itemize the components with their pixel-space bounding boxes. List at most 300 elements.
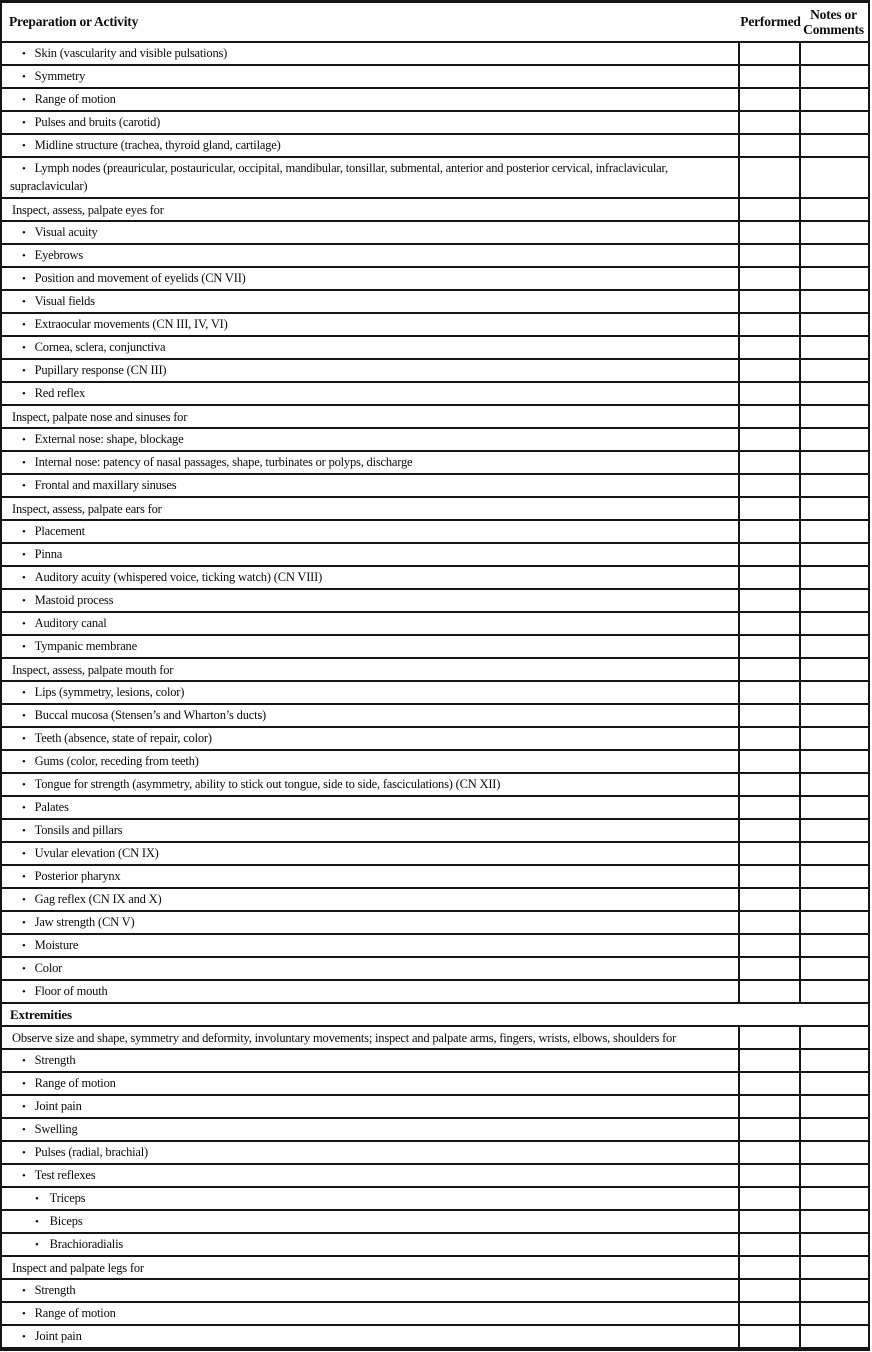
row-label bbox=[2, 137, 738, 154]
performed-cell bbox=[738, 1142, 799, 1163]
table-row bbox=[2, 1326, 868, 1349]
row-text: Range of motion bbox=[34, 92, 116, 106]
row-label bbox=[2, 662, 738, 678]
row-text: Inspect, assess, palpate ears for bbox=[12, 501, 162, 516]
performed-cell bbox=[738, 751, 799, 772]
row-text-line1 bbox=[2, 160, 668, 178]
table-row bbox=[2, 1280, 868, 1303]
row-label bbox=[2, 409, 738, 425]
table-row bbox=[2, 1257, 868, 1280]
notes-cell bbox=[799, 682, 868, 703]
notes-cell bbox=[799, 1096, 868, 1117]
activity-cell bbox=[2, 774, 738, 795]
row-label bbox=[2, 1260, 738, 1276]
notes-cell bbox=[799, 268, 868, 289]
row-text: Posterior pharynx bbox=[34, 869, 121, 883]
row-label bbox=[2, 202, 738, 218]
notes-cell bbox=[799, 912, 868, 933]
bullet-icon: • bbox=[35, 1239, 39, 1251]
column-header-performed: Performed bbox=[740, 14, 801, 29]
activity-cell bbox=[2, 1211, 738, 1232]
row-text: Uvular elevation (CN IX) bbox=[34, 846, 159, 860]
activity-cell bbox=[2, 291, 738, 312]
row-label bbox=[2, 385, 738, 402]
table-row bbox=[2, 636, 868, 659]
row-text: Swelling bbox=[34, 1122, 78, 1136]
bullet-icon: • bbox=[22, 434, 26, 446]
row-text: Moisture bbox=[34, 938, 79, 952]
performed-cell bbox=[738, 935, 799, 956]
table-row bbox=[2, 866, 868, 889]
row-label bbox=[2, 638, 738, 655]
table-row bbox=[2, 682, 868, 705]
notes-cell bbox=[799, 222, 868, 243]
notes-cell bbox=[799, 636, 868, 657]
notes-cell bbox=[799, 1303, 868, 1324]
row-text: Gums (color, receding from teeth) bbox=[34, 754, 199, 768]
performed-cell bbox=[738, 820, 799, 841]
activity-cell bbox=[2, 889, 738, 910]
activity-cell bbox=[2, 1234, 738, 1255]
row-label bbox=[2, 960, 738, 977]
activity-cell bbox=[2, 1303, 738, 1324]
row-label bbox=[2, 68, 738, 85]
row-label bbox=[2, 1236, 738, 1253]
table-row bbox=[2, 1096, 868, 1119]
row-text: Pulses and bruits (carotid) bbox=[34, 115, 161, 129]
row-text: Tympanic membrane bbox=[34, 639, 137, 653]
row-text: Mastoid process bbox=[34, 593, 114, 607]
performed-cell bbox=[738, 406, 799, 427]
table-row bbox=[2, 268, 868, 291]
performed-cell bbox=[738, 728, 799, 749]
table-row bbox=[2, 590, 868, 613]
notes-cell bbox=[799, 889, 868, 910]
performed-cell bbox=[738, 682, 799, 703]
table-row bbox=[2, 498, 868, 521]
table-row bbox=[2, 429, 868, 452]
row-label bbox=[2, 937, 738, 954]
table-row bbox=[2, 66, 868, 89]
notes-cell bbox=[799, 705, 868, 726]
row-text: Triceps bbox=[49, 1191, 86, 1205]
performed-cell bbox=[738, 797, 799, 818]
notes-cell bbox=[799, 43, 868, 64]
table-row bbox=[2, 1050, 868, 1073]
notes-cell bbox=[799, 360, 868, 381]
activity-cell bbox=[2, 820, 738, 841]
activity-cell bbox=[2, 1142, 738, 1163]
row-text-line2: supraclavicular) bbox=[10, 179, 88, 193]
bullet-icon: • bbox=[22, 1078, 26, 1090]
bullet-icon: • bbox=[22, 388, 26, 400]
row-text: Brachioradialis bbox=[49, 1237, 124, 1251]
performed-cell bbox=[738, 135, 799, 156]
bullet-icon: • bbox=[22, 1331, 26, 1343]
row-text: Test reflexes bbox=[34, 1168, 96, 1182]
table-row bbox=[2, 43, 868, 66]
activity-cell bbox=[2, 1280, 738, 1301]
activity-cell bbox=[2, 567, 738, 588]
performed-cell bbox=[738, 66, 799, 87]
performed-cell bbox=[738, 112, 799, 133]
section-label: Extremities bbox=[10, 1006, 72, 1022]
row-label bbox=[2, 891, 738, 908]
row-label bbox=[2, 362, 738, 379]
row-text: Pulses (radial, brachial) bbox=[34, 1145, 149, 1159]
bullet-icon: • bbox=[22, 1101, 26, 1113]
table-row bbox=[2, 135, 868, 158]
bullet-icon: • bbox=[35, 1216, 39, 1228]
table-row bbox=[2, 1234, 868, 1257]
column-header-notes-line1: Notes or bbox=[810, 7, 857, 22]
bullet-icon: • bbox=[22, 802, 26, 814]
table-row bbox=[2, 705, 868, 728]
row-label bbox=[2, 592, 738, 609]
row-text: Observe size and shape, symmetry and deformity, involuntary movements; inspect and palpate arms, fingers, wrists, elbows, shoulders for bbox=[12, 1030, 677, 1045]
row-text: Color bbox=[34, 961, 63, 975]
bullet-icon: • bbox=[22, 641, 26, 653]
bullet-icon: • bbox=[22, 917, 26, 929]
row-text: Strength bbox=[34, 1283, 76, 1297]
performed-cell bbox=[738, 43, 799, 64]
row-text: Palates bbox=[34, 800, 69, 814]
table-row bbox=[2, 89, 868, 112]
table-row bbox=[2, 199, 868, 222]
row-label bbox=[2, 615, 738, 632]
table-row bbox=[2, 797, 868, 820]
activity-cell bbox=[2, 935, 738, 956]
activity-cell bbox=[2, 1096, 738, 1117]
performed-cell bbox=[738, 705, 799, 726]
table-row bbox=[2, 1073, 868, 1096]
notes-cell bbox=[799, 158, 868, 197]
performed-cell bbox=[738, 498, 799, 519]
performed-cell bbox=[738, 291, 799, 312]
activity-cell bbox=[2, 1004, 868, 1025]
activity-cell bbox=[2, 544, 738, 565]
activity-cell bbox=[2, 89, 738, 110]
activity-cell bbox=[2, 429, 738, 450]
notes-cell bbox=[799, 820, 868, 841]
row-label bbox=[2, 868, 738, 885]
performed-cell bbox=[738, 1280, 799, 1301]
performed-cell bbox=[738, 567, 799, 588]
performed-cell bbox=[738, 429, 799, 450]
row-label bbox=[2, 914, 738, 931]
row-text: Range of motion bbox=[34, 1306, 116, 1320]
activity-cell bbox=[2, 636, 738, 657]
performed-cell bbox=[738, 452, 799, 473]
bullet-icon: • bbox=[22, 825, 26, 837]
row-label bbox=[2, 1190, 738, 1207]
table-row bbox=[2, 383, 868, 406]
table-row bbox=[2, 222, 868, 245]
activity-cell bbox=[2, 452, 738, 473]
notes-cell bbox=[799, 337, 868, 358]
row-label bbox=[2, 160, 668, 195]
activity-cell bbox=[2, 751, 738, 772]
row-label bbox=[2, 1052, 738, 1069]
activity-cell bbox=[2, 406, 738, 427]
activity-cell bbox=[2, 659, 738, 680]
table-row bbox=[2, 935, 868, 958]
bullet-icon: • bbox=[22, 342, 26, 354]
performed-cell bbox=[738, 222, 799, 243]
row-text: Auditory acuity (whispered voice, ticking watch) (CN VIII) bbox=[34, 570, 323, 584]
activity-cell bbox=[2, 958, 738, 979]
bullet-icon: • bbox=[22, 94, 26, 106]
row-text: Frontal and maxillary sinuses bbox=[34, 478, 177, 492]
table-row bbox=[2, 245, 868, 268]
row-label bbox=[2, 1121, 738, 1138]
table-row bbox=[2, 544, 868, 567]
activity-cell bbox=[2, 245, 738, 266]
notes-cell bbox=[799, 245, 868, 266]
table-row bbox=[2, 1027, 868, 1050]
activity-cell bbox=[2, 314, 738, 335]
activity-cell bbox=[2, 521, 738, 542]
row-text: Teeth (absence, state of repair, color) bbox=[34, 731, 212, 745]
activity-cell bbox=[2, 1188, 738, 1209]
row-text: Pupillary response (CN III) bbox=[34, 363, 167, 377]
bullet-icon: • bbox=[22, 140, 26, 152]
section-row bbox=[2, 1004, 868, 1027]
performed-cell bbox=[738, 636, 799, 657]
notes-cell bbox=[799, 544, 868, 565]
row-label bbox=[2, 270, 738, 287]
notes-cell bbox=[799, 1165, 868, 1186]
row-label bbox=[2, 1098, 738, 1115]
row-text: Visual acuity bbox=[34, 225, 98, 239]
performed-cell bbox=[738, 1326, 799, 1347]
row-label bbox=[2, 316, 738, 333]
table-row bbox=[2, 1142, 868, 1165]
notes-cell bbox=[799, 452, 868, 473]
bullet-icon: • bbox=[22, 779, 26, 791]
performed-cell bbox=[738, 199, 799, 220]
row-text: Pinna bbox=[34, 547, 63, 561]
activity-cell bbox=[2, 43, 738, 64]
table-row bbox=[2, 360, 868, 383]
row-label bbox=[2, 730, 738, 747]
bullet-icon: • bbox=[22, 117, 26, 129]
bullet-icon: • bbox=[22, 273, 26, 285]
activity-cell bbox=[2, 1027, 738, 1048]
bullet-icon: • bbox=[22, 756, 26, 768]
bullet-icon: • bbox=[22, 871, 26, 883]
row-text: Skin (vascularity and visible pulsations) bbox=[34, 46, 228, 60]
table-row bbox=[2, 337, 868, 360]
activity-cell bbox=[2, 912, 738, 933]
bullet-icon: • bbox=[22, 1308, 26, 1320]
performed-cell bbox=[738, 1211, 799, 1232]
performed-cell bbox=[738, 314, 799, 335]
notes-cell bbox=[799, 659, 868, 680]
activity-cell bbox=[2, 705, 738, 726]
row-label bbox=[2, 247, 738, 264]
table-row bbox=[2, 567, 868, 590]
row-text: Auditory canal bbox=[34, 616, 107, 630]
activity-cell bbox=[2, 222, 738, 243]
row-text: Eyebrows bbox=[34, 248, 84, 262]
performed-cell bbox=[738, 1119, 799, 1140]
notes-cell bbox=[799, 1027, 868, 1048]
row-label bbox=[2, 822, 738, 839]
table-row bbox=[2, 1303, 868, 1326]
performed-cell bbox=[738, 613, 799, 634]
row-text: Strength bbox=[34, 1053, 76, 1067]
row-label bbox=[2, 546, 738, 563]
row-text: Floor of mouth bbox=[34, 984, 108, 998]
notes-cell bbox=[799, 567, 868, 588]
notes-cell bbox=[799, 1234, 868, 1255]
bullet-icon: • bbox=[22, 595, 26, 607]
row-text: Range of motion bbox=[34, 1076, 116, 1090]
table-row bbox=[2, 912, 868, 935]
bullet-icon: • bbox=[22, 940, 26, 952]
performed-cell bbox=[738, 981, 799, 1002]
table-row bbox=[2, 1165, 868, 1188]
table-row bbox=[2, 291, 868, 314]
performed-cell bbox=[738, 337, 799, 358]
performed-cell bbox=[738, 958, 799, 979]
bullet-icon: • bbox=[22, 163, 26, 175]
row-text: Tonsils and pillars bbox=[34, 823, 123, 837]
row-text: Cornea, sclera, conjunctiva bbox=[34, 340, 166, 354]
table-row bbox=[2, 314, 868, 337]
notes-cell bbox=[799, 613, 868, 634]
activity-cell bbox=[2, 682, 738, 703]
row-text: Buccal mucosa (Stensen’s and Wharton’s ducts) bbox=[34, 708, 266, 722]
notes-cell bbox=[799, 1257, 868, 1278]
notes-cell bbox=[799, 590, 868, 611]
bullet-icon: • bbox=[22, 572, 26, 584]
row-label bbox=[2, 1305, 738, 1322]
performed-cell bbox=[738, 544, 799, 565]
performed-cell bbox=[738, 1050, 799, 1071]
row-text: Tongue for strength (asymmetry, ability to stick out tongue, side to side, fasciculations) (CN XII) bbox=[34, 777, 501, 791]
activity-cell bbox=[2, 135, 738, 156]
notes-cell bbox=[799, 1211, 868, 1232]
performed-cell bbox=[738, 774, 799, 795]
row-label bbox=[2, 1075, 738, 1092]
row-label bbox=[2, 569, 738, 586]
row-text: Gag reflex (CN IX and X) bbox=[34, 892, 162, 906]
performed-cell bbox=[738, 1027, 799, 1048]
row-text: Midline structure (trachea, thyroid gland, cartilage) bbox=[34, 138, 281, 152]
table-row bbox=[2, 475, 868, 498]
notes-cell bbox=[799, 1188, 868, 1209]
notes-cell bbox=[799, 66, 868, 87]
notes-cell bbox=[799, 797, 868, 818]
performed-cell bbox=[738, 158, 799, 197]
row-label bbox=[2, 339, 738, 356]
table-row bbox=[2, 728, 868, 751]
performed-cell bbox=[738, 1303, 799, 1324]
bullet-icon: • bbox=[35, 1193, 39, 1205]
table-row bbox=[2, 981, 868, 1004]
bullet-icon: • bbox=[22, 296, 26, 308]
row-text: Lips (symmetry, lesions, color) bbox=[34, 685, 185, 699]
table-row bbox=[2, 452, 868, 475]
table-row bbox=[2, 521, 868, 544]
activity-cell bbox=[2, 66, 738, 87]
table-row bbox=[2, 1188, 868, 1211]
performed-cell bbox=[738, 383, 799, 404]
bullet-icon: • bbox=[22, 618, 26, 630]
row-label bbox=[2, 1144, 738, 1161]
row-text: Internal nose: patency of nasal passages, shape, turbinates or polyps, discharge bbox=[34, 455, 413, 469]
activity-cell bbox=[2, 1326, 738, 1347]
row-text: Inspect, assess, palpate eyes for bbox=[12, 202, 164, 217]
activity-cell bbox=[2, 1050, 738, 1071]
performed-cell bbox=[738, 521, 799, 542]
table-row bbox=[2, 774, 868, 797]
notes-cell bbox=[799, 1119, 868, 1140]
row-text: Visual fields bbox=[34, 294, 95, 308]
activity-cell bbox=[2, 475, 738, 496]
performed-cell bbox=[738, 245, 799, 266]
activity-cell bbox=[2, 1257, 738, 1278]
performed-cell bbox=[738, 889, 799, 910]
row-label bbox=[2, 1167, 738, 1184]
column-header-notes-line2: Comments bbox=[803, 22, 864, 37]
notes-cell bbox=[799, 112, 868, 133]
notes-cell bbox=[799, 866, 868, 887]
notes-cell bbox=[799, 1050, 868, 1071]
bullet-icon: • bbox=[22, 250, 26, 262]
row-label bbox=[2, 1282, 738, 1299]
performed-cell bbox=[738, 912, 799, 933]
row-label bbox=[2, 293, 738, 310]
row-text: Lymph nodes (preauricular, postauricular, occipital, mandibular, tonsillar, submental, anterior and posterior cervical, infraclavicular, bbox=[34, 161, 668, 175]
table-row bbox=[2, 1211, 868, 1234]
activity-cell bbox=[2, 498, 738, 519]
bullet-icon: • bbox=[22, 986, 26, 998]
performed-cell bbox=[738, 1073, 799, 1094]
performed-cell bbox=[738, 590, 799, 611]
table-row bbox=[2, 158, 868, 199]
row-label bbox=[2, 114, 738, 131]
row-label bbox=[2, 1328, 738, 1345]
row-label bbox=[2, 477, 738, 494]
table-row bbox=[2, 751, 868, 774]
bullet-icon: • bbox=[22, 1055, 26, 1067]
activity-cell bbox=[2, 981, 738, 1002]
bullet-icon: • bbox=[22, 710, 26, 722]
column-header-activity: Preparation or Activity bbox=[9, 14, 139, 29]
table-body bbox=[2, 43, 868, 1349]
performed-cell bbox=[738, 1096, 799, 1117]
table-row bbox=[2, 112, 868, 135]
performed-cell bbox=[738, 843, 799, 864]
notes-cell bbox=[799, 981, 868, 1002]
bullet-icon: • bbox=[22, 687, 26, 699]
bullet-icon: • bbox=[22, 365, 26, 377]
bullet-icon: • bbox=[22, 848, 26, 860]
row-text: Biceps bbox=[49, 1214, 83, 1228]
activity-cell bbox=[2, 337, 738, 358]
notes-cell bbox=[799, 1073, 868, 1094]
row-label bbox=[2, 454, 738, 471]
performed-cell bbox=[738, 1257, 799, 1278]
table-row bbox=[2, 958, 868, 981]
performed-cell bbox=[738, 268, 799, 289]
performed-cell bbox=[738, 1188, 799, 1209]
performed-cell bbox=[738, 1234, 799, 1255]
performed-cell bbox=[738, 866, 799, 887]
